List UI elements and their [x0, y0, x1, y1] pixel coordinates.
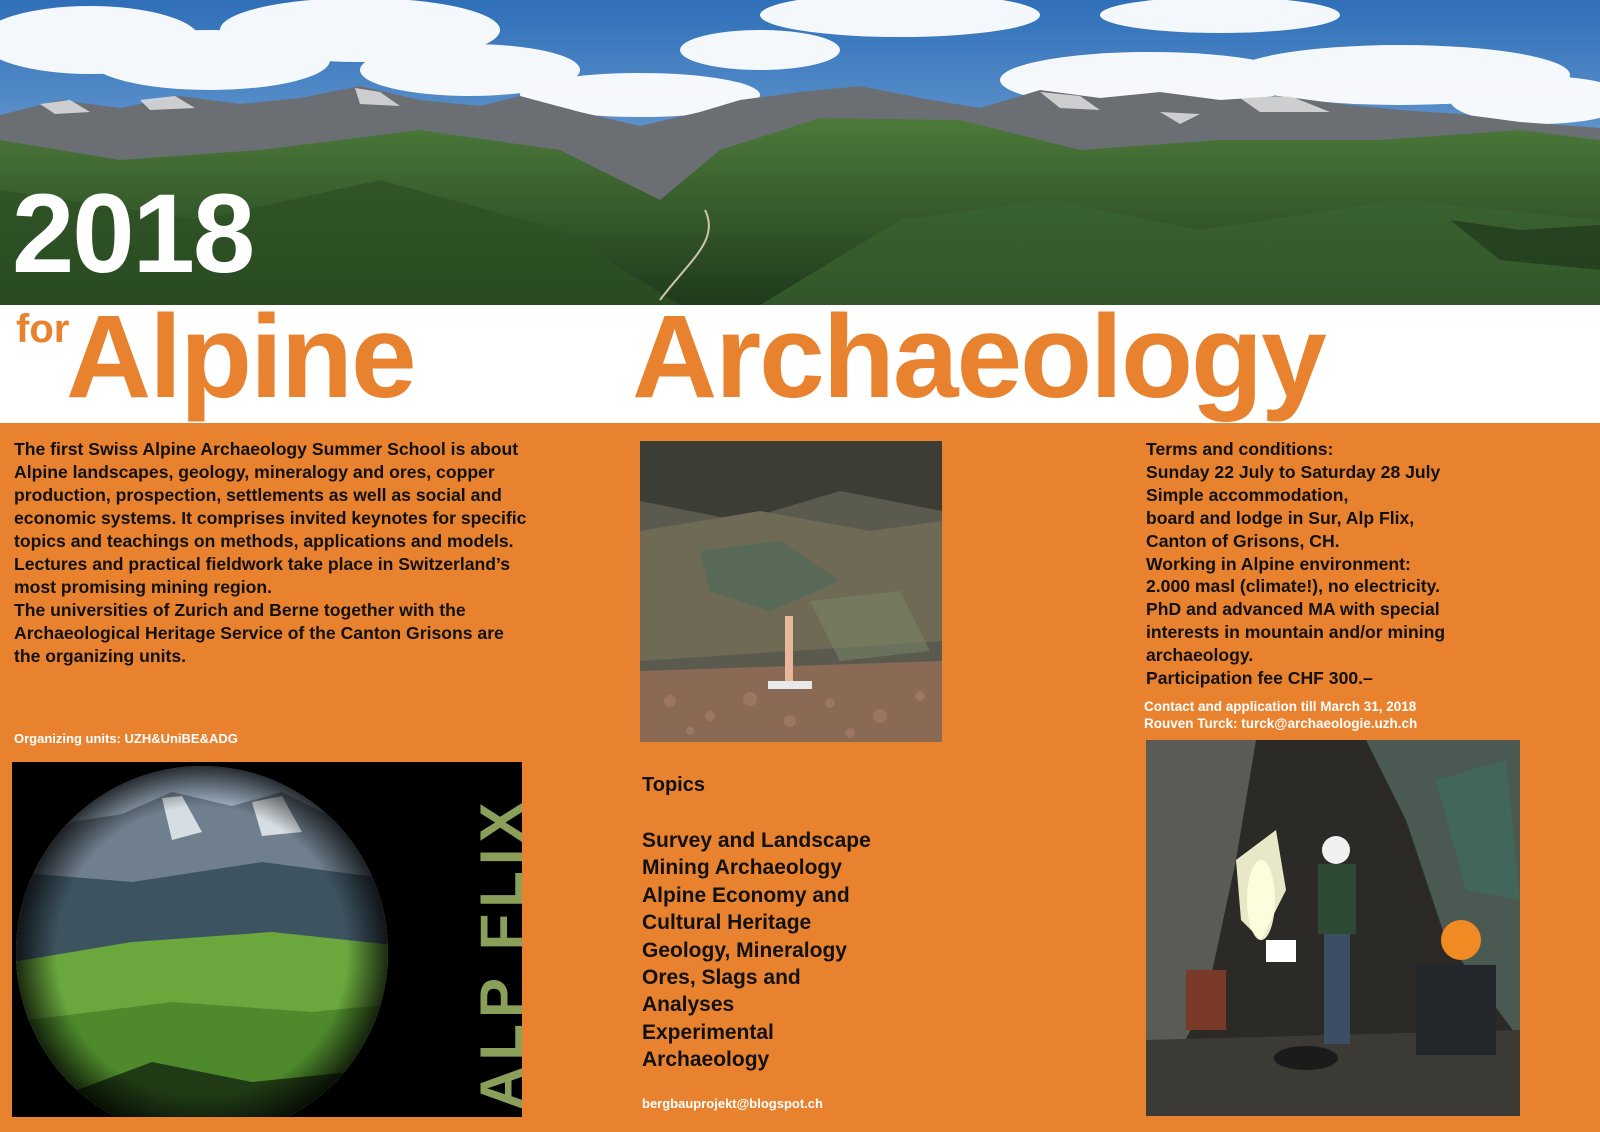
- terms-line: Sunday 22 July to Saturday 28 July: [1146, 461, 1441, 482]
- contact-email[interactable]: Rouven Turck: turck@archaeologie.uzh.ch: [1144, 716, 1418, 731]
- terms-line: board and lodge in Sur, Alp Flix,: [1146, 507, 1415, 528]
- terms-line: Terms and conditions:: [1146, 439, 1334, 459]
- blog-address[interactable]: bergbauprojekt@blogspot.ch: [642, 1096, 823, 1111]
- topic-line: Experimental: [642, 1020, 774, 1044]
- organizing-units-label: Organizing units: UZH&UniBE&ADG: [14, 731, 238, 746]
- topic-line: Ores, Slags and: [642, 966, 801, 990]
- contact-deadline: Contact and application till March 31, 2018: [1144, 699, 1417, 714]
- terms-line: Simple accommodation,: [1146, 484, 1349, 505]
- terms-line: archaeology.: [1146, 645, 1254, 666]
- terms-line: Participation fee CHF 300.–: [1146, 668, 1373, 689]
- rock-hammer-image: [640, 441, 942, 742]
- rock-outcrop-photo: [640, 441, 942, 742]
- header-panorama-photo: [0, 0, 1600, 305]
- contact-info: [1144, 698, 1417, 732]
- title-archaeology: Archaeology: [632, 291, 1325, 423]
- alp-flix-circular-photo: [12, 762, 522, 1117]
- topics-list: [642, 827, 962, 1074]
- alp-flix-photo-panel: [12, 762, 522, 1117]
- terms-line: interests in mountain and/or mining: [1146, 622, 1446, 643]
- topics-heading: Topics: [642, 774, 705, 796]
- title-alpine: Alpine: [66, 291, 415, 423]
- intro-paragraph-2: The universities of Zurich and Berne together with the Archaeological Heritage Service of the Canton Grisons are the organizing units.: [14, 600, 504, 666]
- terms-line: Canton of Grisons, CH.: [1146, 530, 1340, 551]
- topic-line: Analyses: [642, 993, 735, 1017]
- terms-line: Working in Alpine environment:: [1146, 553, 1411, 574]
- year-title: 2018: [12, 171, 254, 296]
- topic-line: Geology, Mineralogy: [642, 938, 847, 962]
- terms-line: 2.000 masl (climate!), no electricity.: [1146, 576, 1441, 597]
- topic-line: Alpine Economy and: [642, 883, 850, 907]
- topic-line: Survey and Landscape: [642, 829, 871, 852]
- title-for: for: [16, 307, 70, 351]
- topic-line: Archaeology: [642, 1048, 770, 1072]
- terms-and-conditions: [1146, 438, 1586, 690]
- intro-paragraph-1: The first Swiss Alpine Archaeology Summer School is about Alpine landscapes, geology, mineralogy and ores, copper production, prospection, settlements as well as social and economic systems. It comprises invited keynotes for specific topics and teachings on methods, applications and models. Lectures and practical fieldwork take place in Switzerland’s most promising mining region.: [14, 439, 527, 597]
- terms-line: PhD and advanced MA with special: [1146, 599, 1440, 620]
- cave-researchers-image: [1146, 740, 1520, 1116]
- intro-text: [14, 438, 529, 668]
- topic-line: Cultural Heritage: [642, 911, 812, 935]
- topic-line: Mining Archaeology: [642, 856, 842, 880]
- alp-flix-vertical-label: ALP FLIX: [468, 796, 535, 1110]
- mine-cave-photo: [1146, 740, 1520, 1116]
